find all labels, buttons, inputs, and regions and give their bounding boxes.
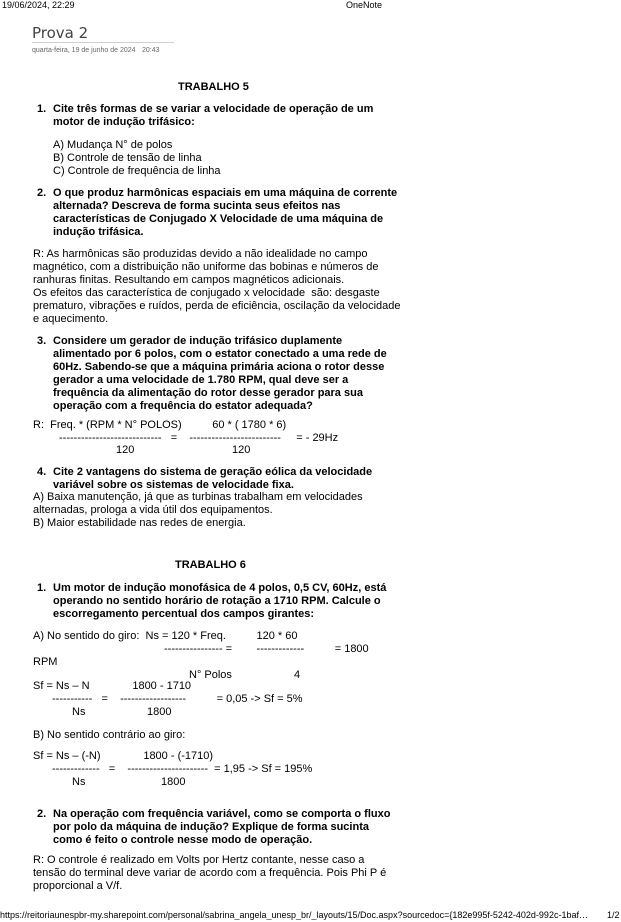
- t5-q3-formula-bar: ---------------------------- = ------------------------- = - 29Hz: [59, 432, 339, 444]
- t6-a-formula-bar: ---------------- = ------------- = 1800: [164, 643, 369, 655]
- t5-q1-line: motor de indução trifásico:: [53, 116, 195, 128]
- t5-q2-line: alternada? Descreva de forma sucinta seus efeitos nas: [53, 200, 341, 212]
- t5-q2-line: características de Conjugado X Velocidade de uma máquina de: [53, 213, 384, 225]
- t6-q2-answer-line: tensão do terminal deve variar de acordo com a frequência. Pois Phi P é: [33, 867, 387, 879]
- t6-a-slip-bar: ----------- = ------------------ = 0,05 -> Sf = 5%: [52, 693, 303, 705]
- t5-q2-line: O que produz harmônicas espaciais em uma máquina de corrente: [53, 187, 398, 199]
- t6-q2-line: por polo da máquina de indução? Explique de forma sucinta: [53, 821, 369, 833]
- t6-a-slip-denominator: Ns: [72, 706, 86, 718]
- t5-q2-answer-line: R: As harmônicas são produzidas devido a não idealidade no campo: [33, 248, 368, 260]
- page-title[interactable]: Prova 2: [32, 24, 89, 42]
- t5-q3-line: Considere um gerador de indução trifásico duplamente: [53, 335, 343, 347]
- t6-q2-answer-line: proporcional a V/f.: [33, 880, 123, 892]
- t6-b-slip-denominator: Ns: [72, 776, 86, 788]
- title-underline: [32, 42, 174, 43]
- t5-q2-answer-line: Os efeitos das característica de conjugado x velocidade são: desgaste: [33, 287, 380, 299]
- t5-q4-answer-line: A) Baixa manutenção, já que as turbinas trabalham em velocidades: [33, 491, 363, 503]
- t5-q3-line: gerador a uma velocidade de 1.780 RPM, qual deve ser a: [53, 374, 349, 386]
- t5-q3-line: frequência da alimentação do rotor desse gerador para sua: [53, 387, 363, 399]
- t6-b-slip-bar: ------------- = ---------------------- = 1,95 -> Sf = 195%: [52, 763, 313, 775]
- print-page-number: 1/2: [607, 910, 620, 920]
- t5-q3-formula-numerator: R: Freq. * (RPM * N° POLOS) 60 * ( 1780 * 6): [33, 419, 287, 431]
- print-app-name: OneNote: [346, 0, 383, 10]
- t5-q1-answer: A) Mudança N° de polos: [53, 139, 173, 151]
- t5-q3-line: operação com a frequência do estator adequada?: [53, 400, 313, 412]
- t5-q1-answer: C) Controle de frequência de linha: [53, 165, 221, 177]
- t5-q2-line: indução trifásica.: [53, 226, 144, 238]
- t6-a-denominator: N° Polos: [189, 669, 232, 681]
- t6-q1-line: Um motor de indução monofásica de 4 polos, 0,5 CV, 60Hz, está: [53, 582, 387, 594]
- t5-q2-answer-line: prematuro, vibrações e ruídos, perda de eficiência, oscilação da velocidade: [33, 300, 401, 312]
- t5-q1-answer: B) Controle de tensão de linha: [53, 152, 202, 164]
- page-date: quarta-feira, 19 de junho de 2024: [32, 47, 136, 54]
- t5-q3-line: 60Hz. Sabendo-se que a máquina primária aciona o rotor desse: [53, 361, 385, 373]
- print-datetime: 19/06/2024, 22:29: [2, 0, 75, 10]
- t6-a-slip-numerator: Sf = Ns – N 1800 - 1710: [33, 680, 192, 692]
- t6-q1-line: operando no sentido horário de rotação a 1710 RPM. Calcule o: [53, 595, 381, 607]
- t6-q1-number: 1.: [37, 582, 47, 594]
- t6-b-slip-denominator: 1800: [161, 776, 186, 788]
- t6-a-denominator: 4: [294, 669, 301, 681]
- t6-q2-line: como é feito o controle nesse modo de operação.: [53, 834, 313, 846]
- t6-a-unit: RPM: [33, 656, 58, 668]
- t5-q4-number: 4.: [37, 466, 47, 478]
- t5-q4-line: Cite 2 vantagens do sistema de geração eólica da velocidade: [53, 466, 373, 478]
- t5-q3-formula-denominator: 120: [232, 444, 251, 456]
- t5-q1-number: 1.: [37, 103, 47, 115]
- t5-q2-answer-line: magnético, com a distribuição não uniforme das bobinas e números de: [33, 261, 379, 273]
- t5-q3-number: 3.: [37, 335, 47, 347]
- t6-b-label: B) No sentido contrário ao giro:: [33, 729, 186, 741]
- t5-q2-number: 2.: [37, 187, 47, 199]
- t5-q3-formula-denominator: 120: [116, 444, 135, 456]
- print-url[interactable]: https://reitoriaunespbr-my.sharepoint.com/personal/sabrina_angela_unesp_br/_layouts/15/Doc.aspx?sourcedoc={182e995f-5242-402d-992c-1baf…: [0, 910, 588, 920]
- page-time: 20:43: [142, 47, 160, 54]
- t6-b-slip-numerator: Sf = Ns – (-N) 1800 - (-1710): [33, 750, 214, 762]
- t6-q2-number: 2.: [37, 808, 47, 820]
- t6-q1-line: escorregamento percentual dos campos girantes:: [53, 608, 315, 620]
- t5-q4-answer-line: alternadas, prologa a vida útil dos equipamentos.: [33, 504, 273, 516]
- heading-trabalho-5: TRABALHO 5: [178, 81, 249, 93]
- t5-q2-answer-line: ranhuras finitas. Resultando em campos magnéticos adicionais.: [33, 274, 345, 286]
- t5-q4-line: variável sobre os sistemas de velocidade fixa.: [53, 479, 294, 491]
- t5-q2-answer-line: e aquecimento.: [33, 313, 109, 325]
- t6-a-formula-line: A) No sentido do giro: Ns = 120 * Freq. 120 * 60: [33, 630, 298, 642]
- t5-q3-line: alimentado por 6 polos, com o estator conectado a uma rede de: [53, 348, 387, 360]
- t5-q1-line: Cite três formas de se variar a velocidade de operação de um: [53, 103, 374, 115]
- heading-trabalho-6: TRABALHO 6: [175, 559, 246, 571]
- t6-q2-answer-line: R: O controle é realizado em Volts por Hertz contante, nesse caso a: [33, 854, 365, 866]
- t5-q4-answer-line: B) Maior estabilidade nas redes de energia.: [33, 517, 246, 529]
- t6-q2-line: Na operação com frequência variável, como se comporta o fluxo: [53, 808, 391, 820]
- t6-a-slip-denominator: 1800: [147, 706, 172, 718]
